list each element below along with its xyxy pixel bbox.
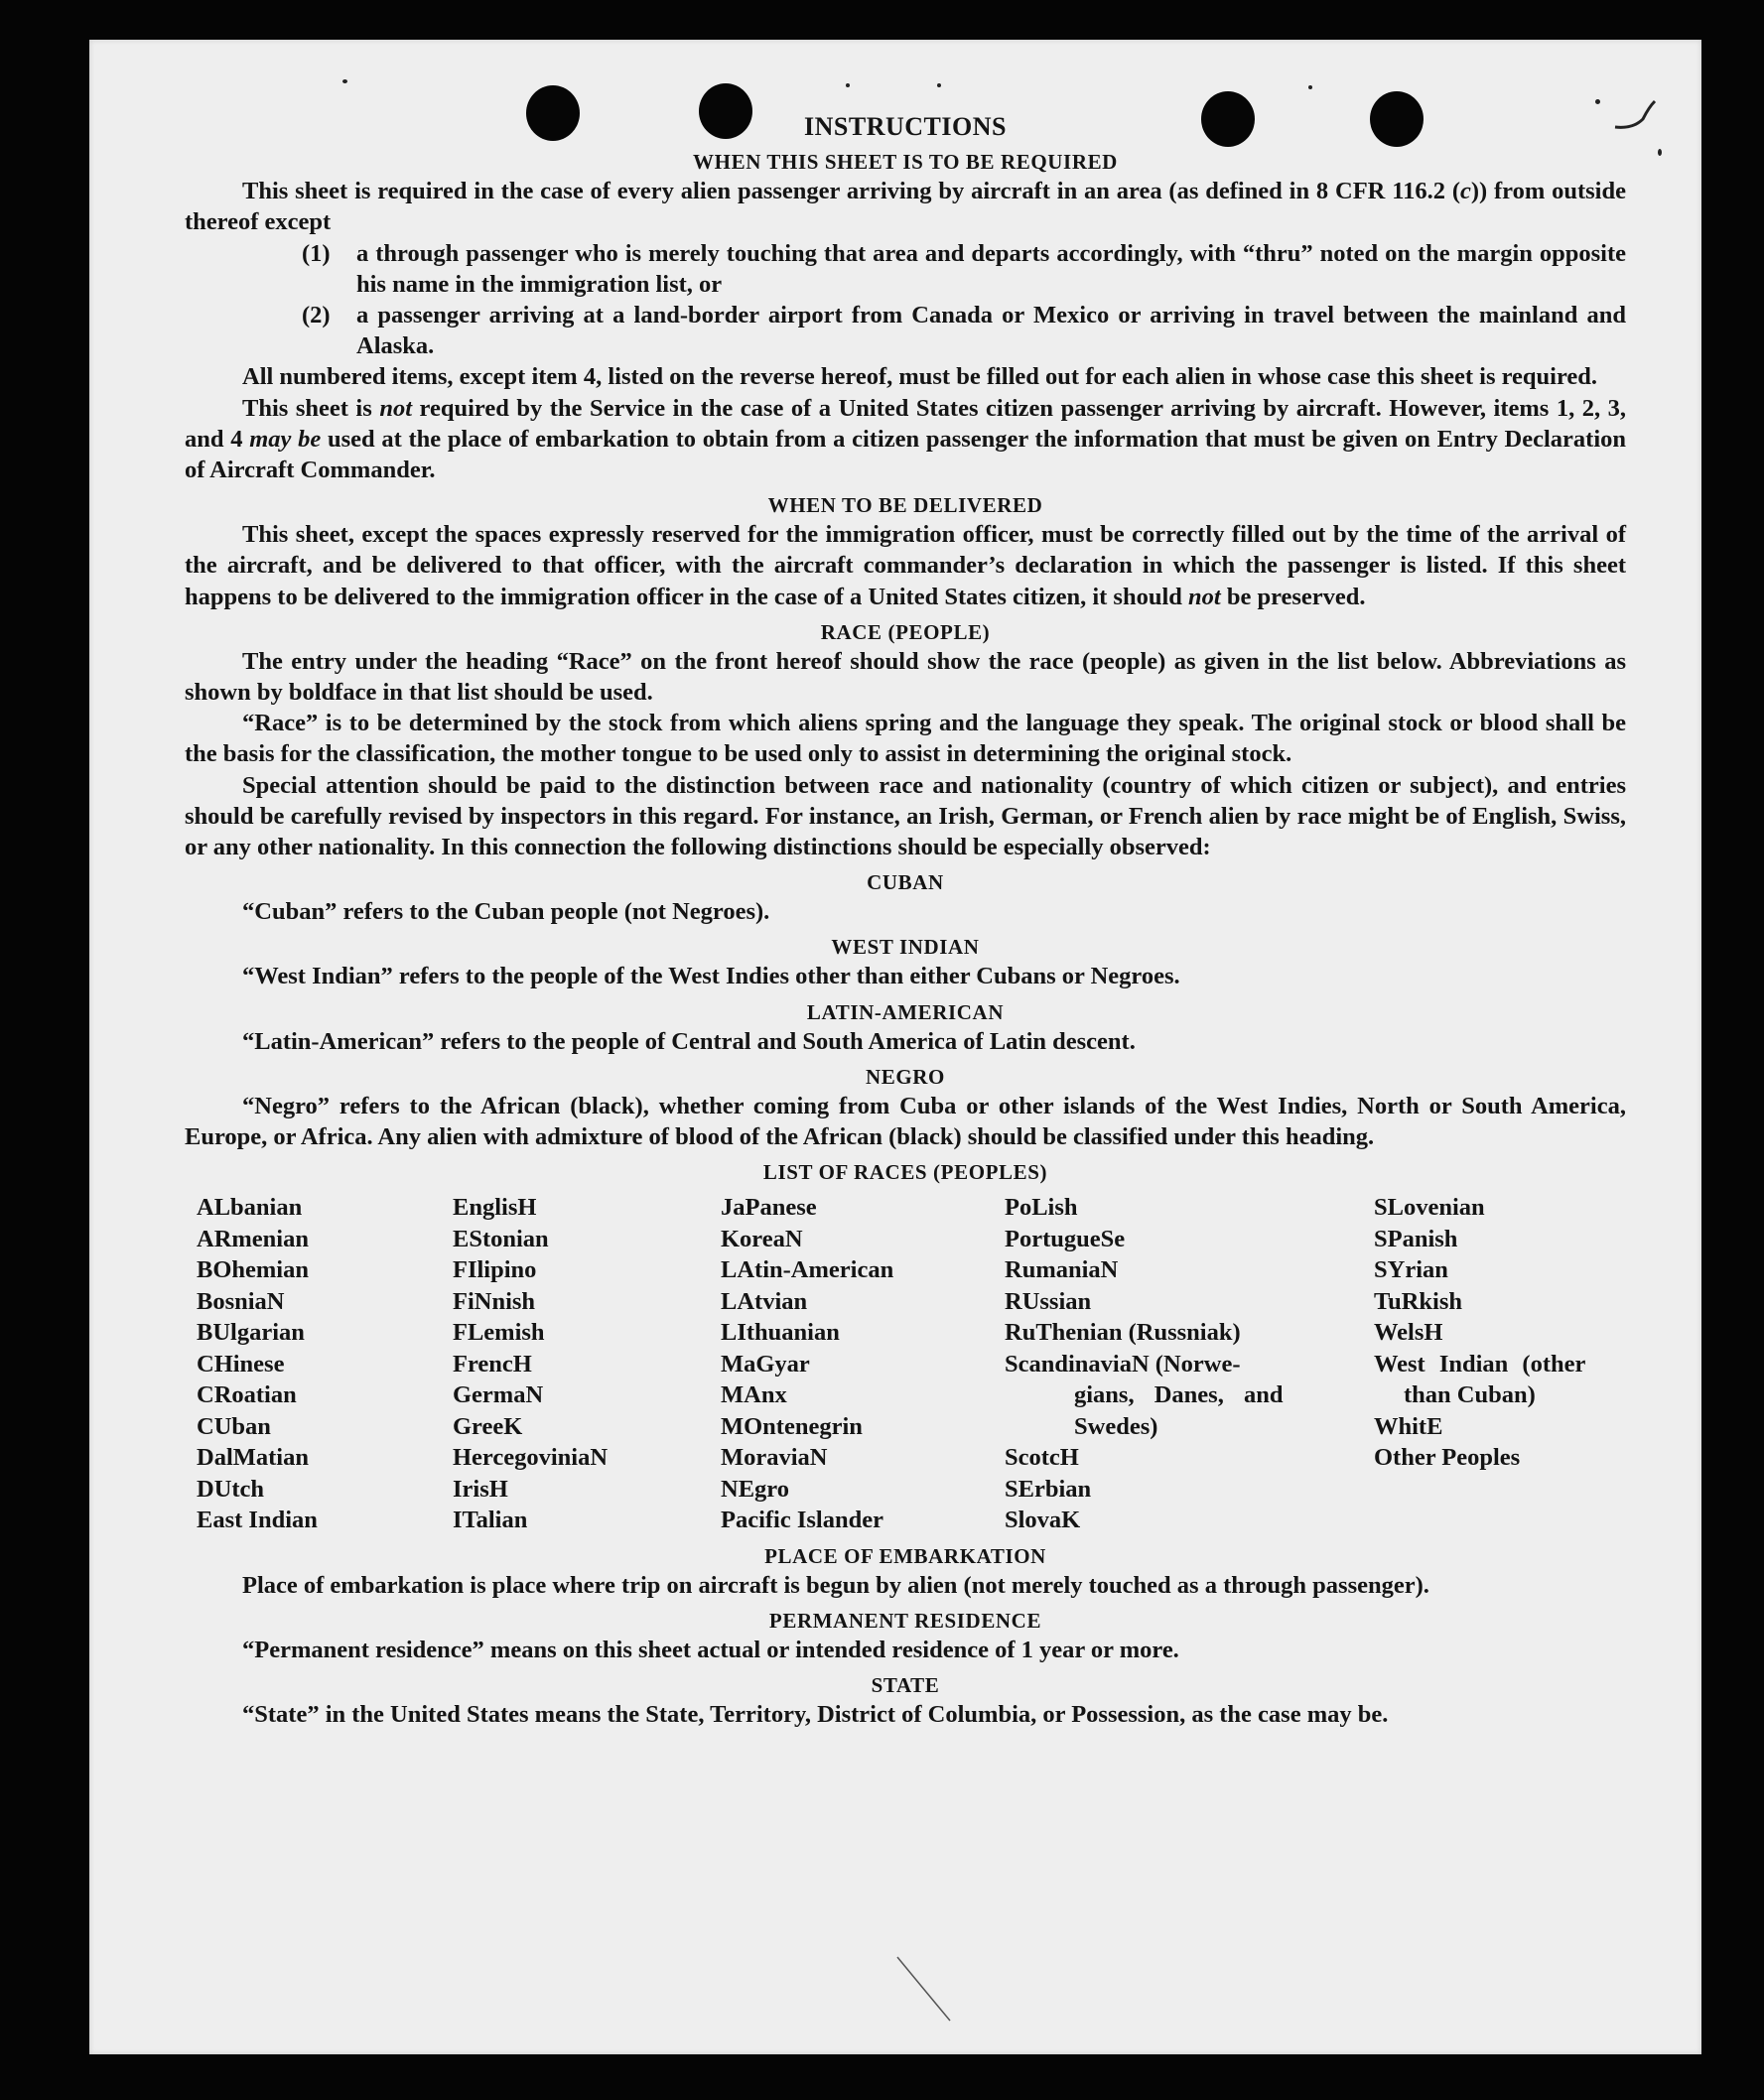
race-item: FiNnish [453, 1287, 536, 1315]
speck [846, 83, 850, 87]
race-item: PortugueSe [1005, 1225, 1126, 1252]
race-item: SYrian [1374, 1256, 1448, 1284]
paragraph: “Negro” refers to the African (black), whether coming from Cuba or other islands of the West Indies, North or South America, Europe, or Africa. Any alien with admixture of blood of the African (black) should be classified under this heading. [185, 1092, 1626, 1151]
race-item: WelsH [1374, 1319, 1443, 1347]
race-item: Other Peoples [1374, 1444, 1521, 1472]
race-item: BosniaN [197, 1287, 285, 1315]
scratch-mark [895, 1955, 955, 2025]
race-item: CUban [197, 1412, 271, 1440]
race-item: RuThenian (Russniak) [1005, 1319, 1241, 1347]
race-item: NEgro [721, 1475, 789, 1503]
paragraph: “Permanent residence” means on this sheet actual or intended residence of 1 year or more. [242, 1636, 1179, 1663]
race-item: MaGyar [721, 1350, 810, 1378]
race-item: PoLish [1005, 1194, 1078, 1222]
race-item: SErbian [1005, 1475, 1092, 1503]
speck [1658, 149, 1662, 156]
exception-item-1: (1) a through passenger who is merely touching that area and departs accordingly, with “thru” noted on the margin opposite his name in the immigration list, or [302, 239, 1626, 298]
race-item: MAnx [721, 1381, 787, 1409]
heading-permanent-residence: PERMANENT RESIDENCE [768, 1608, 1042, 1633]
exception-item-2: (2) a passenger arriving at a land-border airport from Canada or Mexico or arriving in travel between the mainland and Alaska. [302, 302, 1626, 360]
race-item: SLovenian [1374, 1194, 1485, 1222]
paragraph: This sheet is not required by the Service in the case of a United States citizen passenger arriving by aircraft. However, items 1, 2, 3, and 4 may be used at the place of embarkation to obtain from a citizen passenger the information that must be given on Entry Declaration of Aircraft Commander. [185, 394, 1627, 484]
paragraph: “State” in the United States means the State, Territory, District of Columbia, or Possession, as the case may be. [242, 1701, 1389, 1729]
race-item: ScandinaviaN (Norwe- [1005, 1350, 1241, 1378]
race-item: CHinese [197, 1350, 285, 1378]
race-item: JaPanese [721, 1194, 817, 1222]
heading-west-indian: WEST INDIAN [831, 935, 980, 960]
race-list [197, 1192, 1626, 1536]
race-item: EStonian [453, 1225, 549, 1252]
race-item: FLemish [453, 1319, 545, 1347]
paragraph: “Latin-American” refers to the people of Central and South America of Latin descent. [242, 1027, 1136, 1055]
heading-when-delivered: WHEN TO BE DELIVERED [767, 493, 1043, 518]
speck [1308, 85, 1312, 89]
race-item: BOhemian [197, 1256, 309, 1284]
race-item-continuation: gians, Danes, and [1074, 1381, 1284, 1409]
paragraph: The entry under the heading “Race” on the front hereof should show the race (people) as given in the list below. Abbreviations as shown by boldface in that list should be used. [185, 647, 1626, 707]
race-item: DalMatian [197, 1444, 309, 1472]
race-item: RUssian [1005, 1287, 1092, 1315]
paragraph: “Cuban” refers to the Cuban people (not Negroes). [242, 898, 770, 926]
heading-negro: NEGRO [865, 1064, 945, 1089]
race-item: LIthuanian [721, 1319, 840, 1347]
race-item: ScotcH [1005, 1444, 1079, 1472]
heading-latin-american: LATIN-AMERICAN [806, 999, 1005, 1024]
race-item: SlovaK [1005, 1507, 1081, 1534]
race-item: MoraviaN [721, 1444, 828, 1472]
paragraph: “West Indian” refers to the people of the West Indies other than either Cubans or Negroes. [242, 963, 1180, 990]
race-item: KoreaN [721, 1225, 803, 1252]
race-item: GermaN [453, 1381, 544, 1409]
race-item-continuation: than Cuban) [1404, 1381, 1536, 1409]
race-item: GreeK [453, 1412, 523, 1440]
heading-state: STATE [871, 1673, 940, 1698]
race-item: SPanish [1374, 1225, 1458, 1252]
race-item: LAtvian [721, 1287, 808, 1315]
race-item: HercegoviniaN [453, 1444, 609, 1472]
race-item: ITalian [453, 1507, 528, 1534]
race-item-continuation: Swedes) [1074, 1412, 1158, 1440]
race-item: WhitE [1374, 1412, 1443, 1440]
page-title: INSTRUCTIONS [804, 112, 1007, 141]
race-item: MOntenegrin [721, 1412, 863, 1440]
paragraph: This sheet, except the spaces expressly reserved for the immigration officer, must be correctly filled out by the time of the arrival of the aircraft, and be delivered to that officer, with the aircraft commander’s declaration in which the passenger is listed. If this sheet happens to be delivered to the immigration officer in the case of a United States citizen, it should not be preserved. [185, 521, 1626, 610]
heading-race: RACE (PEOPLE) [820, 619, 991, 644]
speck [937, 83, 941, 87]
race-item: FrencH [453, 1350, 532, 1378]
instructions-body [185, 111, 1626, 1730]
speck [1595, 99, 1600, 104]
race-item: CRoatian [197, 1381, 297, 1409]
race-item: EnglisH [453, 1194, 537, 1222]
race-item: LAtin-American [721, 1256, 894, 1284]
paragraph: Place of embarkation is place where trip on aircraft is begun by alien (not merely touched as a through passenger). [242, 1571, 1429, 1599]
heading-cuban: CUBAN [867, 870, 944, 895]
race-item: RumaniaN [1005, 1256, 1119, 1284]
race-item: TuRkish [1374, 1287, 1463, 1315]
race-column-1 [197, 1192, 453, 1536]
race-item: FIlipino [453, 1256, 537, 1284]
paragraph: “Race” is to be determined by the stock from which aliens spring and the language they speak. The original stock or blood shall be the basis for the classification, the mother tongue to be used only to assist in determining the original stock. [185, 710, 1626, 768]
race-item: ARmenian [197, 1225, 309, 1252]
heading-place-of-embarkation: PLACE OF EMBARKATION [764, 1543, 1046, 1568]
paragraph: All numbered items, except item 4, listed on the reverse hereof, must be filled out for each alien in whose case this sheet is required. [242, 363, 1598, 391]
race-item: West Indian (other [1374, 1350, 1586, 1378]
race-column-2 [453, 1192, 721, 1536]
race-column-5 [1374, 1192, 1626, 1536]
race-item: East Indian [197, 1507, 318, 1534]
paragraph: This sheet is required in the case of every alien passenger arriving by aircraft in an area (as defined in 8 CFR 116.2 (c)) from outside thereof except [185, 178, 1626, 236]
document-page [89, 40, 1701, 2054]
heading-when-required: WHEN THIS SHEET IS TO BE REQUIRED [693, 150, 1118, 175]
race-item: Pacific Islander [721, 1507, 883, 1534]
race-item: BUlgarian [197, 1319, 305, 1347]
paragraph: Special attention should be paid to the distinction between race and nationality (country of which citizen or subject), and entries should be carefully revised by inspectors in this regard. For instance, an Irish, German, or French alien by race might be of English, Swiss, or any other nationality. In this connection the following distinctions should be especially observed: [185, 771, 1626, 861]
race-column-3 [721, 1192, 1005, 1536]
heading-list-of-races: LIST OF RACES (PEOPLES) [762, 1160, 1048, 1185]
speck [342, 79, 347, 83]
race-item: ALbanian [197, 1194, 303, 1222]
race-column-4 [1005, 1192, 1374, 1536]
race-item: IrisH [453, 1475, 508, 1503]
race-item: DUtch [197, 1475, 265, 1503]
